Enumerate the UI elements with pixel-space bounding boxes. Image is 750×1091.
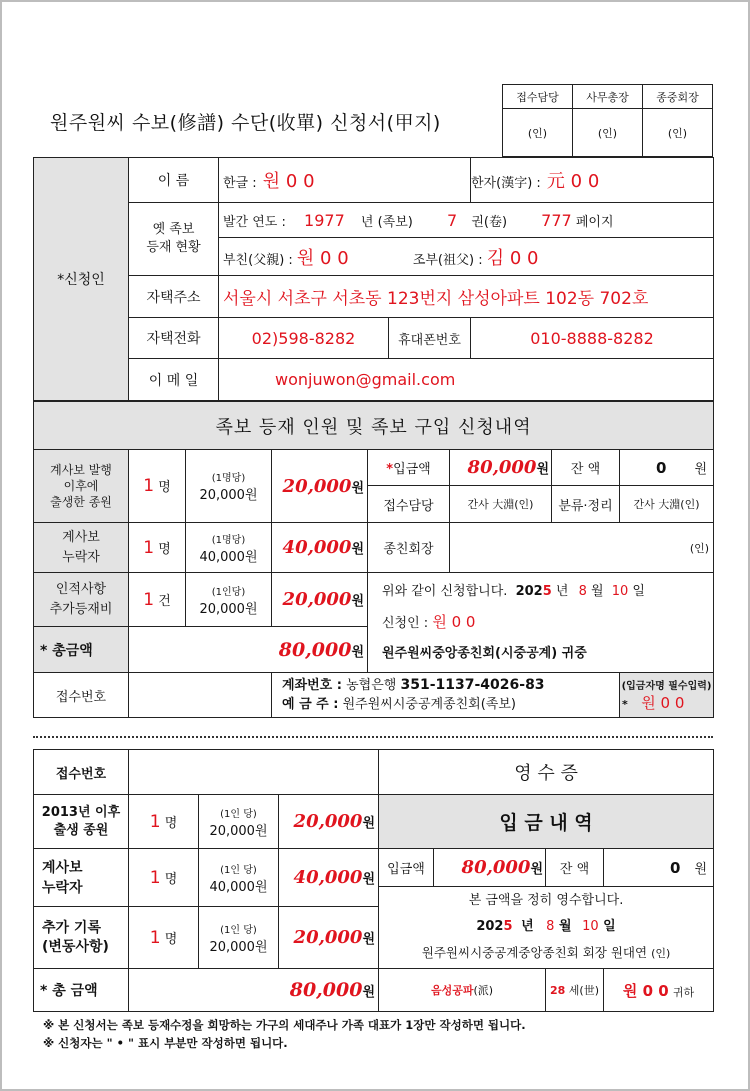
- r-item1-unit: 명: [164, 815, 178, 831]
- r-total-label: * 총 금액: [34, 969, 129, 1012]
- phone-label: 자택전화: [129, 318, 219, 359]
- approval-seal-2[interactable]: (인): [573, 109, 643, 157]
- r-item3-amount-cell: [279, 907, 379, 969]
- receipt-year-b: 5: [503, 919, 513, 934]
- declaration-year-b[interactable]: 5: [542, 583, 552, 599]
- page-value[interactable]: 777: [541, 210, 572, 230]
- grandfather-value[interactable]: 김 0 0: [486, 247, 539, 269]
- r-item2-label: 계사보 누락자: [34, 849, 129, 907]
- depositor-cell[interactable]: [620, 673, 714, 718]
- declaration-cell: [368, 573, 714, 673]
- chairman-label: 종친회장: [368, 523, 450, 573]
- declaration-recipient: 원주원씨중앙종친회(시중공계) 귀중: [382, 645, 587, 661]
- r-item3-amount: 20,000: [293, 927, 363, 948]
- receipt-day-suffix: 일: [603, 919, 616, 934]
- deposit-label-cell: *입금액: [368, 450, 450, 486]
- r-item2-amount-cell: [279, 849, 379, 907]
- receipt-issuer-seal: (인): [651, 947, 671, 960]
- balance-label: 잔 액: [552, 450, 620, 486]
- r-balance-cell: [604, 849, 714, 887]
- father-label: 부친(父親) :: [223, 252, 293, 268]
- declaration-line1: [382, 577, 709, 607]
- hanja-label: 한자(漢字) :: [471, 176, 541, 191]
- approval-header-1: 접수담당: [503, 85, 573, 109]
- r-branch: 음성공파: [430, 984, 474, 997]
- account-holder: 원주원씨시중공계종친회(족보): [342, 697, 516, 712]
- r-item3-unit: 명: [164, 931, 178, 947]
- receipt-no-value[interactable]: [129, 673, 272, 718]
- item3-qty[interactable]: 1: [143, 589, 155, 610]
- declaration-day-suffix: 일: [632, 583, 645, 599]
- applicant-table: [33, 157, 714, 401]
- item3-amount-cell[interactable]: [272, 573, 368, 627]
- item2-rate-cell: [186, 523, 272, 573]
- declaration-year-suffix: 년: [555, 583, 569, 599]
- deposit-amount[interactable]: 80,000: [467, 457, 537, 478]
- r-deposit-won: 원: [530, 862, 543, 877]
- item2-rate-label: (1명당): [211, 534, 246, 546]
- r-item1-amount: 20,000: [293, 811, 363, 832]
- cut-line: [33, 736, 713, 738]
- r-deposit-label: 입금액: [379, 849, 434, 887]
- r-item1-qty: 1: [149, 811, 161, 832]
- balance-value[interactable]: 0: [656, 459, 667, 477]
- r-item1-rate: 20,000원: [209, 823, 268, 839]
- declaration-applicant-value[interactable]: 원 0 0: [432, 612, 476, 631]
- r-item2-rate-label: (1인 당): [220, 864, 257, 876]
- declaration-text: 위와 같이 신청합니다.: [382, 583, 508, 599]
- item1-rate-label: (1명당): [211, 473, 246, 484]
- hanja-name-value[interactable]: 元 0 0: [546, 171, 600, 192]
- r-to-name: 원 0 0: [622, 981, 669, 1000]
- receiver-value: 간사 大淵(인): [450, 486, 552, 523]
- item2-unit: 명: [158, 541, 171, 557]
- approval-header-2: 사무총장: [573, 85, 643, 109]
- r-gen-suffix: 세(世): [568, 984, 600, 997]
- approval-seal-3[interactable]: (인): [643, 109, 713, 157]
- r-balance-won: 원: [694, 862, 708, 877]
- approval-header-3: 종중회장: [643, 85, 713, 109]
- r-item2-won: 원: [362, 872, 375, 887]
- address-label: 자택주소: [129, 276, 219, 318]
- hangul-name-cell[interactable]: [219, 158, 471, 203]
- receipt-table: [33, 749, 714, 1012]
- r-total-cell: [129, 969, 379, 1012]
- r-item1-qty-cell: [129, 795, 199, 849]
- receipt-confirm-cell: [379, 887, 714, 969]
- item2-qty[interactable]: 1: [143, 537, 155, 558]
- email-value[interactable]: wonjuwon@gmail.com: [219, 359, 714, 401]
- item3-qty-cell[interactable]: [129, 573, 186, 627]
- r-item2-amount: 40,000: [293, 867, 363, 888]
- r-item1-rate-label: (1인 당): [220, 808, 257, 820]
- item2-label: 계사보 누락자: [34, 523, 129, 573]
- section2-title: 족보 등재 인원 및 족보 구입 신청내역: [34, 402, 714, 450]
- r-item1-label: 2013년 이후 출생 종원: [34, 795, 129, 849]
- page-title: 원주원씨 수보(修譜) 수단(收單) 신청서(甲지): [50, 112, 441, 134]
- declaration-line2: [382, 607, 709, 639]
- old-record-label: 옛 족보 등재 현황: [129, 203, 219, 276]
- holder-label: 예 금 주 :: [282, 697, 339, 712]
- depositor-note: (입금자명 필수입력): [621, 680, 712, 692]
- item1-won: 원: [351, 480, 364, 496]
- item3-amount[interactable]: 20,000: [282, 589, 352, 610]
- hanja-name-cell[interactable]: [471, 158, 714, 203]
- mobile-value[interactable]: 010-8888-8282: [471, 318, 714, 359]
- parents-cell[interactable]: [219, 238, 714, 276]
- receipt-no-label: 접수번호: [34, 673, 129, 718]
- declaration-month[interactable]: 8: [578, 583, 587, 599]
- pub-year-label: 발간 연도 :: [223, 214, 286, 230]
- account-bank: 농협은행: [346, 678, 397, 693]
- pub-year-suffix: 년 (족보): [360, 214, 413, 230]
- receipt-confirm: 본 금액을 정히 영수합니다.: [468, 893, 624, 908]
- item3-rate: 20,000원: [199, 601, 258, 617]
- volume-value[interactable]: 7: [446, 210, 458, 230]
- receipt-month-suffix: 월: [558, 919, 572, 934]
- r-item3-label: 추가 기록 (변동사항): [34, 907, 129, 969]
- classify-label: 분류·정리: [552, 486, 620, 523]
- declaration-year-a: 202: [515, 583, 543, 599]
- item1-rate-cell: [186, 450, 272, 523]
- receipt-month: 8: [546, 919, 555, 934]
- r-item1-won: 원: [362, 816, 375, 831]
- receipt-year-suffix: 년: [521, 919, 534, 934]
- approval-seal-1[interactable]: (인): [503, 109, 573, 157]
- r-branch-cell: [379, 969, 546, 1012]
- note-1: ※ 본 신청서는 족보 등재수정을 희망하는 가구의 세대주나 가족 대표가 1장만 작성하면 됩니다.: [43, 1018, 526, 1032]
- r-item2-unit: 명: [164, 871, 178, 887]
- r-item3-rate-label: (1인 당): [220, 924, 257, 936]
- r-deposit-amount: 80,000: [461, 857, 531, 878]
- depositor-value[interactable]: 원 0 0: [641, 693, 685, 712]
- account-cell: [272, 673, 620, 718]
- r-deposit-cell: [434, 849, 546, 887]
- item2-amount[interactable]: 40,000: [282, 537, 352, 558]
- item2-qty-cell[interactable]: [129, 523, 186, 573]
- receipt-no-value-2[interactable]: [129, 750, 379, 795]
- item1-amount[interactable]: 20,000: [282, 475, 352, 497]
- r-total-amount: 80,000: [289, 979, 363, 1001]
- address-value[interactable]: 서울시 서초구 서초동 123번지 삼성아파트 102동 702호: [219, 276, 714, 318]
- pub-year-cell[interactable]: [219, 203, 714, 238]
- page-suffix: 페이지: [575, 214, 614, 230]
- item3-rate-cell: [186, 573, 272, 627]
- r-item3-qty: 1: [149, 927, 161, 948]
- item1-qty-cell[interactable]: [129, 450, 186, 523]
- account-label: 계좌번호 :: [282, 678, 342, 693]
- phone-value[interactable]: 02)598-8282: [219, 318, 389, 359]
- r-balance-value: 0: [670, 859, 681, 877]
- r-balance-label: 잔 액: [546, 849, 604, 887]
- item1-unit: 명: [158, 480, 171, 495]
- applicant-section-label: *신청인: [34, 158, 129, 401]
- balance-won: 원: [694, 462, 708, 477]
- receipt-date: [383, 914, 709, 940]
- item3-unit: 건: [158, 593, 171, 609]
- item2-amount-cell[interactable]: [272, 523, 368, 573]
- r-item2-rate-cell: [199, 849, 279, 907]
- r-item3-rate-cell: [199, 907, 279, 969]
- depositor-star: *: [622, 697, 628, 711]
- email-label: 이 메 일: [129, 359, 219, 401]
- r-item2-rate: 40,000원: [209, 879, 268, 895]
- receipt-no-label-2: 접수번호: [34, 750, 129, 795]
- declaration-day[interactable]: 10: [611, 583, 629, 599]
- hangul-label: 한글 :: [223, 176, 257, 191]
- r-item3-won: 원: [362, 932, 375, 947]
- approval-box: [502, 84, 713, 157]
- hangul-name-value[interactable]: 원 0 0: [262, 171, 315, 192]
- classify-value: 간사 大淵(인): [620, 486, 714, 523]
- total-label: * 총금액: [34, 627, 129, 673]
- receipt-day: 10: [582, 919, 599, 934]
- name-label: 이 름: [129, 158, 219, 203]
- father-value[interactable]: 원 0 0: [296, 247, 349, 269]
- r-gen-cell: [546, 969, 604, 1012]
- declaration-month-suffix: 월: [591, 583, 604, 599]
- r-item3-rate: 20,000원: [209, 939, 268, 955]
- account-number: 351-1137-4026-83: [400, 677, 545, 693]
- balance-cell[interactable]: [620, 450, 714, 486]
- deposit-detail-title: 입 금 내 역: [379, 795, 714, 849]
- item3-label: 인적사항 추가등재비: [34, 573, 129, 627]
- total-amount[interactable]: 80,000: [278, 638, 352, 661]
- item3-won: 원: [351, 594, 364, 609]
- r-total-won: 원: [362, 985, 375, 1000]
- r-branch-suffix: (派): [473, 984, 494, 997]
- deposit-label: 입금액: [393, 462, 431, 477]
- r-item1-amount-cell: [279, 795, 379, 849]
- pub-year-value[interactable]: 1977: [304, 210, 345, 230]
- r-item1-rate-cell: [199, 795, 279, 849]
- receipt-title: 영 수 증: [379, 750, 714, 795]
- item1-qty[interactable]: 1: [143, 476, 155, 496]
- item1-rate: 20,000원: [199, 488, 258, 503]
- deposit-won: 원: [536, 462, 549, 477]
- r-item2-qty-cell: [129, 849, 199, 907]
- total-amount-cell[interactable]: [129, 627, 368, 673]
- r-item2-qty: 1: [149, 867, 161, 888]
- item2-rate: 40,000원: [199, 549, 258, 565]
- item3-rate-label: (1인당): [211, 586, 246, 598]
- r-to-suffix: 귀하: [672, 985, 695, 999]
- note-2: ※ 신청자는 " • " 표시 부분만 작성하면 됩니다.: [43, 1036, 288, 1050]
- receipt-year-a: 202: [476, 919, 504, 934]
- receiver-label: 접수담당: [368, 486, 450, 523]
- mobile-label: 휴대폰번호: [389, 318, 471, 359]
- order-table: [33, 401, 714, 718]
- item2-won: 원: [351, 542, 364, 557]
- r-to-cell: [604, 969, 714, 1012]
- r-gen: 28: [549, 984, 566, 997]
- item1-amount-cell[interactable]: [272, 450, 368, 523]
- chairman-seal[interactable]: (인): [450, 523, 714, 573]
- total-won: 원: [351, 644, 364, 660]
- item1-label: 계사보 발행 이후에 출생한 종원: [34, 450, 129, 523]
- volume-suffix: 권(卷): [471, 214, 508, 230]
- deposit-amount-cell[interactable]: [450, 450, 552, 486]
- grandfather-label: 조부(祖父) :: [412, 252, 483, 268]
- declaration-applicant-label: 신청인 :: [382, 615, 429, 631]
- receipt-issuer: 원주원씨시중공계중앙종친회 회장 원대연: [421, 945, 648, 960]
- r-item3-qty-cell: [129, 907, 199, 969]
